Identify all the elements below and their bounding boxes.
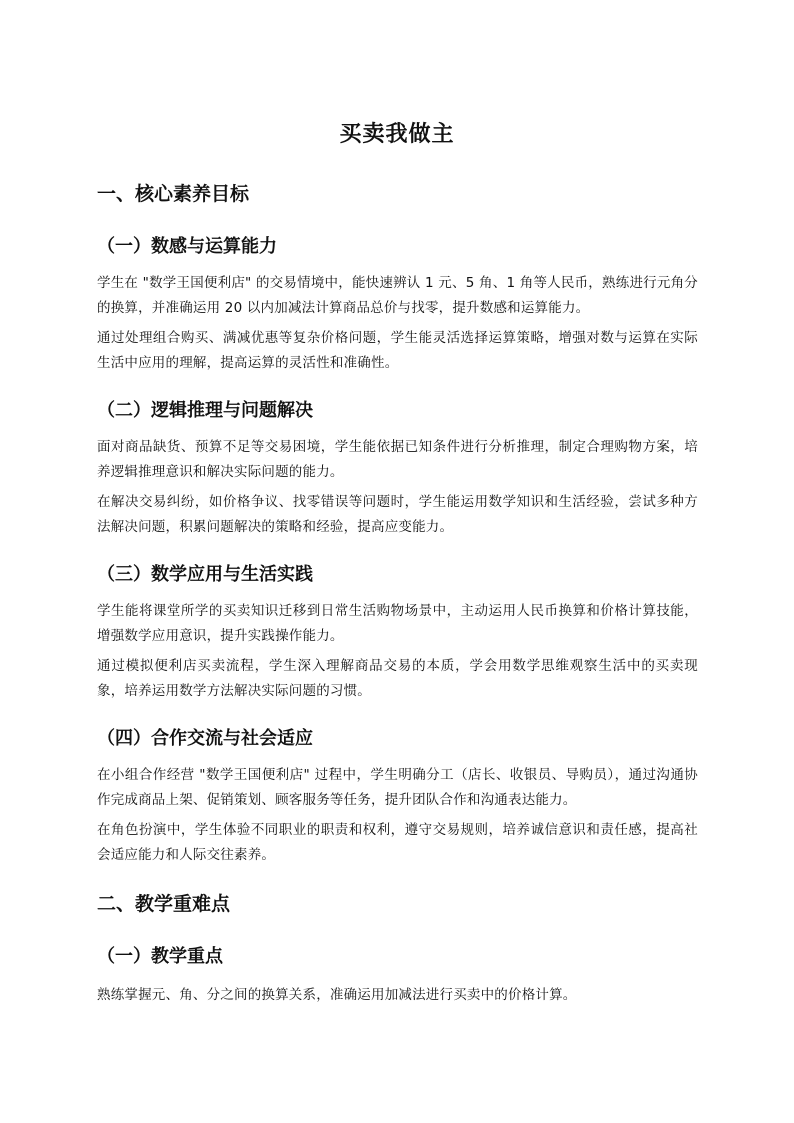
paragraph: 熟练掌握元、角、分之间的换算关系，准确运用加减法进行买卖中的价格计算。	[97, 987, 577, 1003]
paragraph: 学生在 "数学王国便利店" 的交易情境中，能快速辨认 1 元、5 角、1 角等人民币，熟练进行元角分的换算，并准确运用 20 以内加减法计算商品总价与找零，提升数感和运算能力。	[97, 275, 698, 316]
paragraph: 在角色扮演中，学生体验不同职业的职责和权利，遵守交易规则，培养诚信意识和责任感，提高社会适应能力和人际交往素养。	[97, 822, 698, 863]
paragraph: 通过处理组合购买、满减优惠等复杂价格问题，学生能灵活选择运算策略，增强对数与运算在实际生活中应用的理解，提高运算的灵活性和准确性。	[97, 330, 698, 371]
paragraph: 面对商品缺货、预算不足等交易困境，学生能依据已知条件进行分析推理，制定合理购物方案，培养逻辑推理意识和解决实际问题的能力。	[97, 439, 698, 480]
subheading-math-application: （三）数学应用与生活实践	[97, 564, 313, 585]
paragraph: 在解决交易纠纷，如价格争议、找零错误等问题时，学生能运用数学知识和生活经验，尝试多种方法解决问题，积累问题解决的策略和经验，提高应变能力。	[97, 494, 698, 535]
paragraph: 在小组合作经营 "数学王国便利店" 过程中，学生明确分工（店长、收银员、导购员），通过沟通协作完成商品上架、促销策划、顾客服务等任务，提升团队合作和沟通表达能力。	[97, 767, 698, 808]
paragraph: 学生能将课堂所学的买卖知识迁移到日常生活购物场景中，主动运用人民币换算和价格计算技能，增强数学应用意识，提升实践操作能力。	[97, 603, 698, 644]
subheading-teaching-focus: （一）教学重点	[97, 946, 223, 967]
subheading-logic-reasoning: （二）逻辑推理与问题解决	[97, 400, 313, 421]
paragraph: 通过模拟便利店买卖流程，学生深入理解商品交易的本质，学会用数学思维观察生活中的买卖现象，培养运用数学方法解决实际问题的习惯。	[97, 658, 698, 699]
section-heading-core-goals: 一、核心素养目标	[97, 183, 250, 205]
document-title: 买卖我做主	[339, 122, 455, 147]
subheading-cooperation: （四）合作交流与社会适应	[97, 728, 313, 749]
subheading-number-sense: （一）数感与运算能力	[97, 236, 277, 257]
section-heading-key-points: 二、教学重难点	[97, 893, 231, 915]
